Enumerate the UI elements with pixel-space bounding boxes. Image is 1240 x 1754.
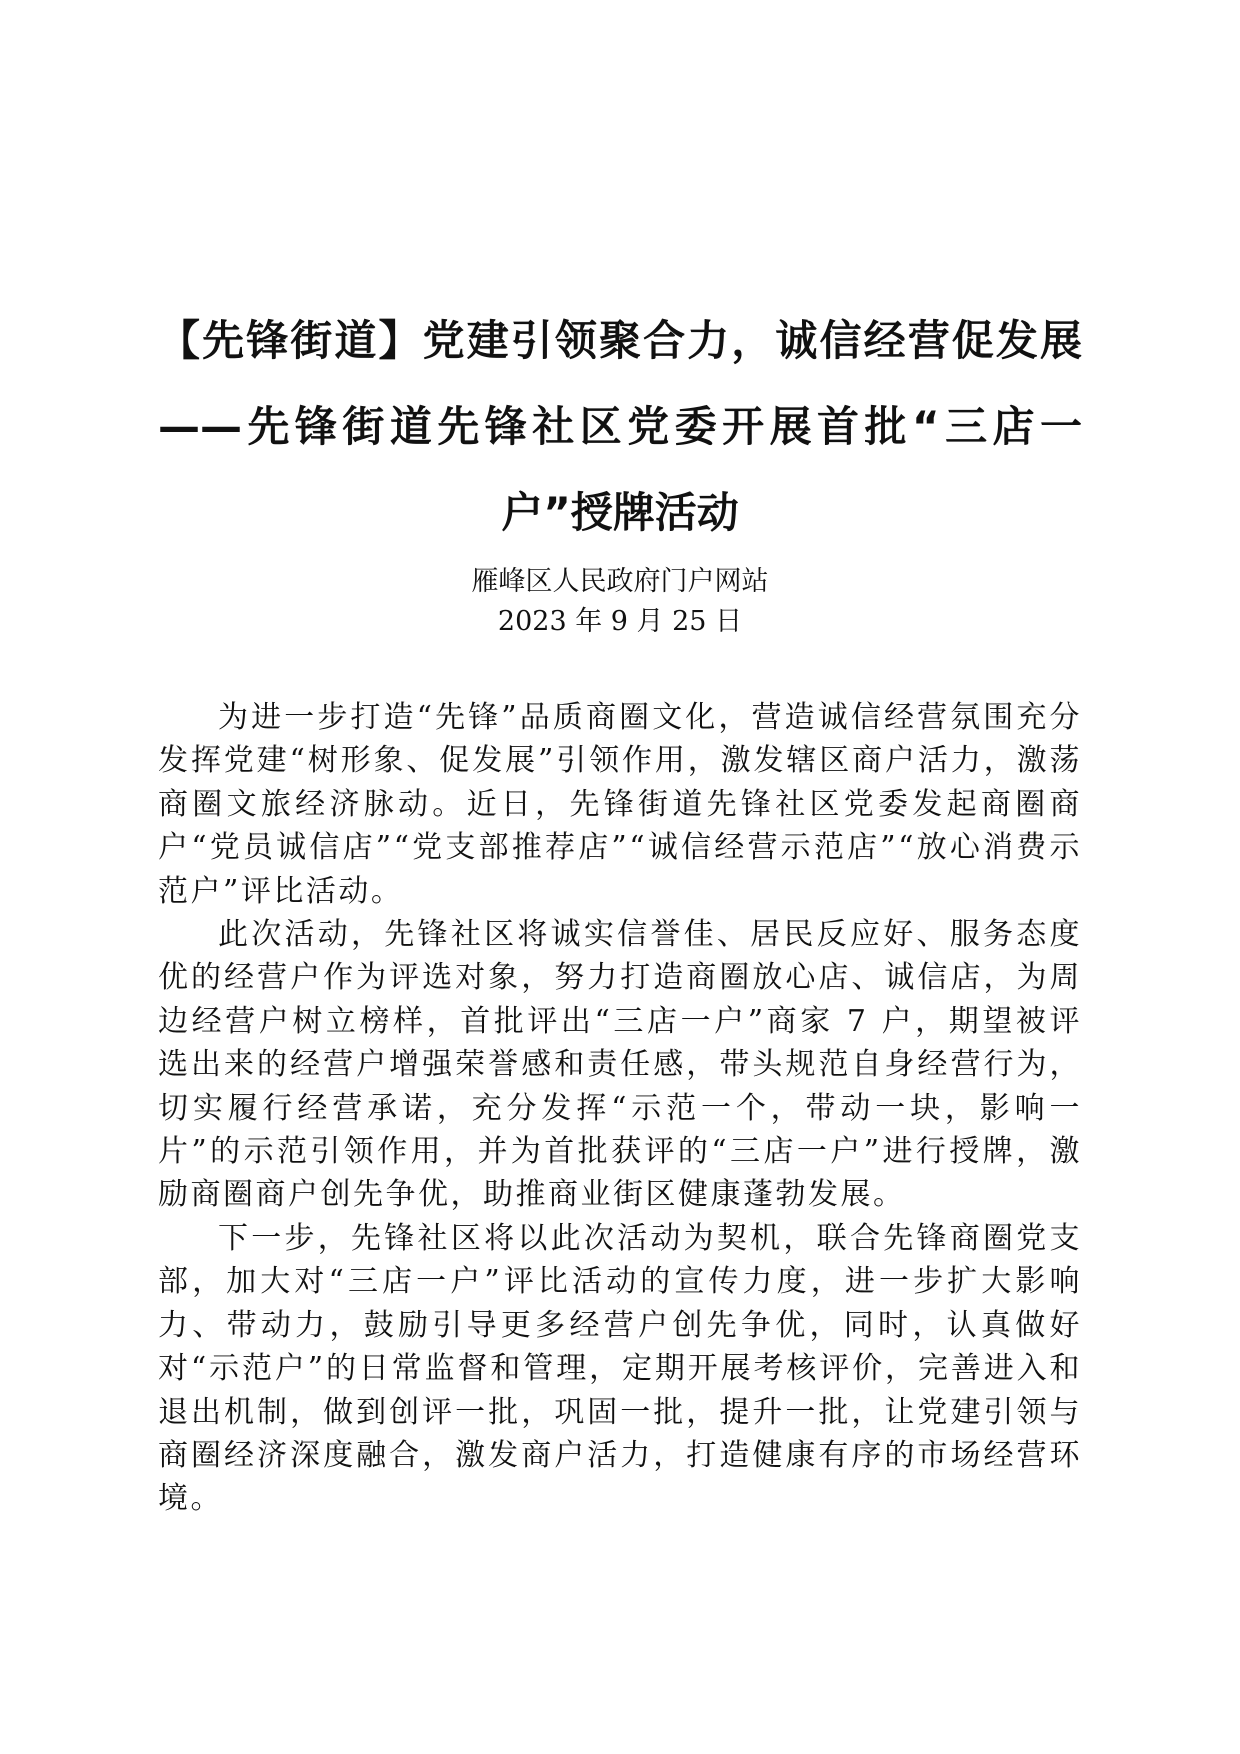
article-paragraph: 为进一步打造“先锋”品质商圈文化，营造诚信经营氛围充分发挥党建“树形象、促发展”引领作用，激发辖区商户活力，激荡商圈文旅经济脉动。近日，先锋街道先锋社区党委发起商圈商户“党员诚信店”“党支部推荐店”“诚信经营示范店”“放心消费示范户”评比活动。 (158, 700, 1082, 909)
article-date: 2023 年 9 月 25 日 (497, 606, 743, 637)
article-paragraph: 下一步，先锋社区将以此次活动为契机，联合先锋商圈党支部，加大对“三店一户”评比活动的宣传力度，进一步扩大影响力、带动力，鼓励引导更多经营户创先争优，同时，认真做好对“示范户”的日常监督和管理，定期开展考核评价，完善进入和退出机制，做到创评一批，巩固一批，提升一批，让党建引领与商圈经济深度融合，激发商户活力，打造健康有序的市场经营环境。 (158, 1220, 1082, 1517)
article-title: 【先锋街道】党建引领聚合力，诚信经营促发展——先锋街道先锋社区党委开展首批“三店一户”授牌活动 (158, 316, 1082, 537)
article-meta (158, 562, 1082, 642)
article-source: 雁峰区人民政府门户网站 (471, 566, 769, 597)
article-body (158, 696, 1082, 1521)
article-paragraph: 此次活动，先锋社区将诚实信誉佳、居民反应好、服务态度优的经营户作为评选对象，努力打造商圈放心店、诚信店，为周边经营户树立榜样，首批评出“三店一户”商家 7 户，期望被评选出来的经营户增强荣誉感和责任感，带头规范自身经营行为，切实履行经营承诺，充分发挥“示范一个，带动一块，影响一片”的示范引领作用，并为首批获评的“三店一户”进行授牌，激励商圈商户创先争优，助推商业街区健康蓬勃发展。 (158, 917, 1082, 1213)
